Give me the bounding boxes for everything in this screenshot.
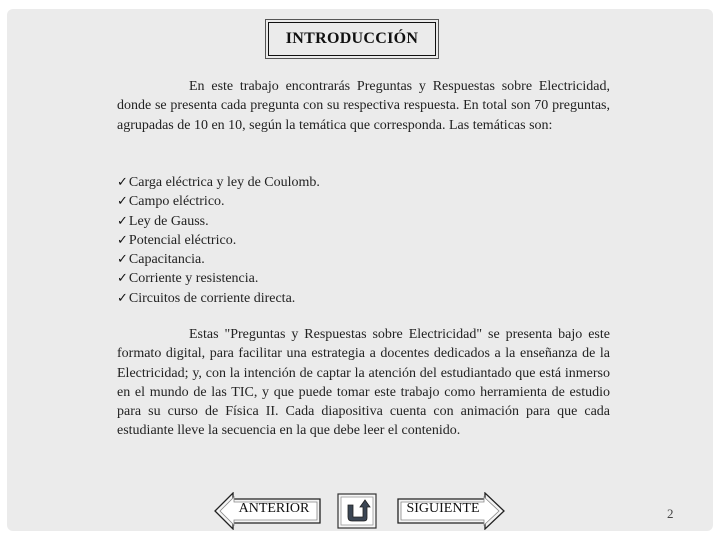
- checkmark-icon: ✓: [117, 232, 128, 248]
- checkmark-icon: ✓: [117, 252, 128, 268]
- intro-paragraph: En este trabajo encontrarás Preguntas y Respuestas sobre Electricidad, donde se presenta cada pregunta con su respectiva respuesta. En total son 70 preguntas, agrupadas de 10 en 10, según la temática que corresponda. Las temáticas son:: [117, 79, 610, 133]
- checkmark-icon: ✓: [117, 213, 128, 229]
- previous-button-label: ANTERIOR: [238, 501, 310, 516]
- topic-item: [117, 250, 320, 269]
- topic-item: [117, 231, 320, 250]
- topic-item: [117, 289, 320, 308]
- next-button-label: SIGUIENTE: [406, 501, 480, 516]
- topic-label: Circuitos de corriente directa.: [128, 290, 296, 306]
- topic-item: [117, 173, 320, 192]
- previous-button[interactable]: [214, 492, 322, 530]
- return-button[interactable]: [337, 493, 377, 529]
- topic-list: [117, 173, 320, 308]
- slide-title: INTRODUCCIÓN: [268, 22, 436, 56]
- topic-label: Corriente y resistencia.: [128, 271, 259, 287]
- topic-label: Carga eléctrica y ley de Coulomb.: [128, 175, 320, 190]
- topic-label: Capacitancia.: [128, 252, 205, 268]
- checkmark-icon: ✓: [117, 271, 128, 287]
- topic-item: [117, 212, 320, 231]
- topic-label: Campo eléctrico.: [128, 194, 225, 210]
- topic-label: Ley de Gauss.: [128, 213, 209, 229]
- checkmark-icon: ✓: [117, 175, 128, 190]
- checkmark-icon: ✓: [117, 290, 128, 306]
- page-number: 2: [667, 506, 674, 521]
- next-button[interactable]: [396, 492, 506, 530]
- return-arrow-icon: [337, 493, 377, 529]
- topic-item: [117, 192, 320, 211]
- topic-item: [117, 269, 320, 288]
- closing-paragraph: Estas "Preguntas y Respuestas sobre Electricidad" se presenta bajo este formato digital, para facilitar una estrategia a docentes dedicados a la enseñanza de la Electricidad; y, con la intención de captar la atención del estudiantado que está inmerso en el mundo de las TIC, y que puede tomar este trabajo como herramienta de estudio para su curso de Física II. Cada diapositiva cuenta con animación para que cada estudiante lleve la secuencia en la que debe leer el contenido.: [117, 327, 610, 439]
- topic-label: Potencial eléctrico.: [128, 232, 237, 248]
- checkmark-icon: ✓: [117, 194, 128, 210]
